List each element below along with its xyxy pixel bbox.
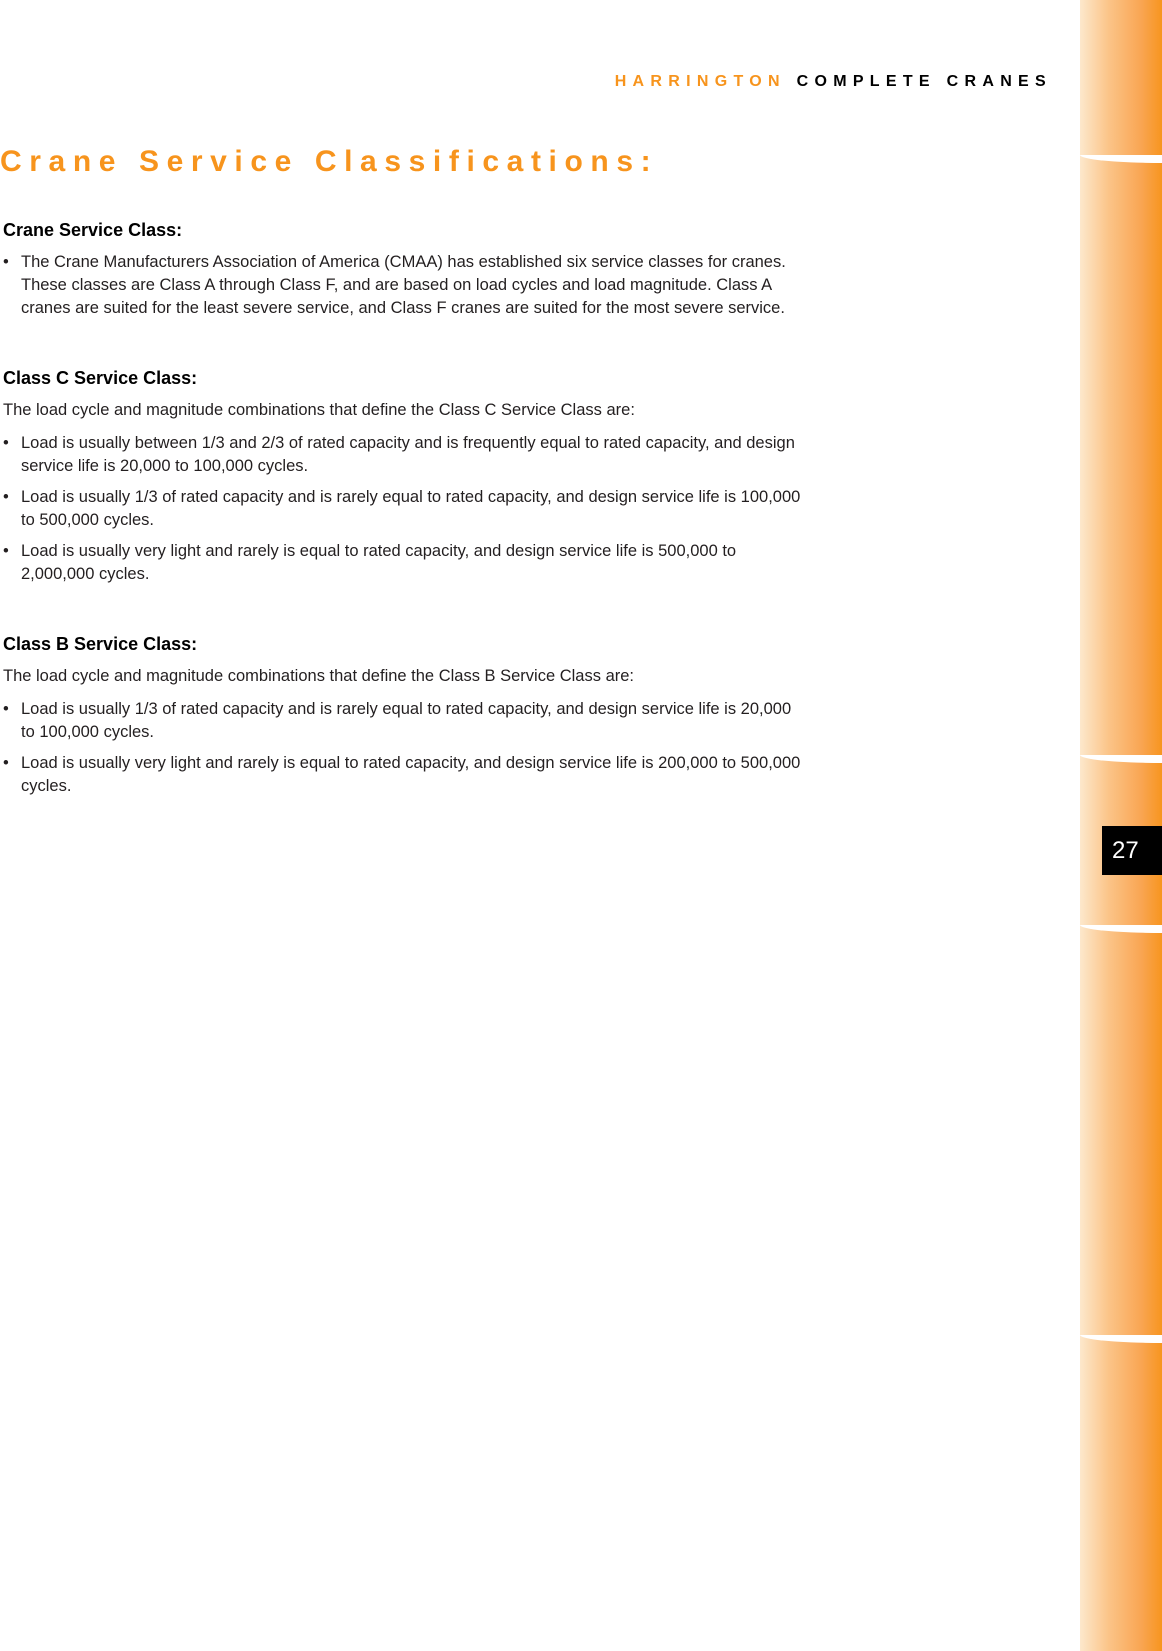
bullet-text: Load is usually very light and rarely is equal to rated capacity, and design service life is 500,000 to 2,000,000 cycles. [21, 542, 737, 583]
list-item [3, 432, 803, 478]
list-item [3, 486, 803, 532]
section-class-b [3, 634, 803, 798]
bullet-glyph: • [3, 700, 9, 718]
section-crane-service-class [3, 220, 803, 320]
bullet-list [3, 432, 803, 586]
edge-divider [1080, 755, 1162, 763]
bullet-list [3, 251, 803, 320]
section-heading: Class B Service Class: [3, 634, 198, 654]
list-item [3, 698, 803, 744]
bullet-glyph: • [3, 488, 9, 506]
bullet-list [3, 698, 803, 798]
bullet-glyph: • [3, 253, 9, 271]
edge-divider [1080, 1335, 1162, 1343]
header-product: COMPLETE CRANES [796, 73, 1052, 90]
list-item [3, 752, 803, 798]
header-brand: HARRINGTON [614, 73, 786, 90]
bullet-text: Load is usually very light and rarely is equal to rated capacity, and design service life is 200,000 to 500,000 cycles. [21, 754, 801, 795]
section-heading: Class C Service Class: [3, 368, 198, 388]
bullet-glyph: • [3, 542, 9, 560]
page-number: 27 [1102, 826, 1162, 875]
list-item [3, 540, 803, 586]
bullet-glyph: • [3, 754, 9, 772]
bullet-glyph: • [3, 434, 9, 452]
bullet-text: Load is usually between 1/3 and 2/3 of rated capacity and is frequently equal to rated capacity, and design service life is 20,000 to 100,000 cycles. [21, 434, 795, 475]
page-title: Crane Service Classifications: [0, 145, 659, 178]
list-item [3, 251, 803, 320]
edge-divider [1080, 925, 1162, 933]
edge-divider [1080, 155, 1162, 163]
section-heading: Crane Service Class: [3, 220, 183, 240]
bullet-text: The Crane Manufacturers Association of America (CMAA) has established six service classes for cranes. These classes are Class A through Class F, and are based on load cycles and load magnitude. Class A cranes are suited for the least severe service, and Class F cranes are suited for the most severe service. [21, 253, 786, 317]
bullet-text: Load is usually 1/3 of rated capacity and is rarely equal to rated capacity, and design service life is 20,000 to 100,000 cycles. [21, 700, 792, 741]
bullet-text: Load is usually 1/3 of rated capacity and is rarely equal to rated capacity, and design service life is 100,000 to 500,000 cycles. [21, 488, 801, 529]
running-header [615, 73, 1052, 91]
section-class-c [3, 368, 803, 586]
content [3, 220, 803, 846]
section-intro: The load cycle and magnitude combinations that define the Class B Service Class are: [3, 667, 635, 685]
section-intro: The load cycle and magnitude combinations that define the Class C Service Class are: [3, 401, 635, 419]
